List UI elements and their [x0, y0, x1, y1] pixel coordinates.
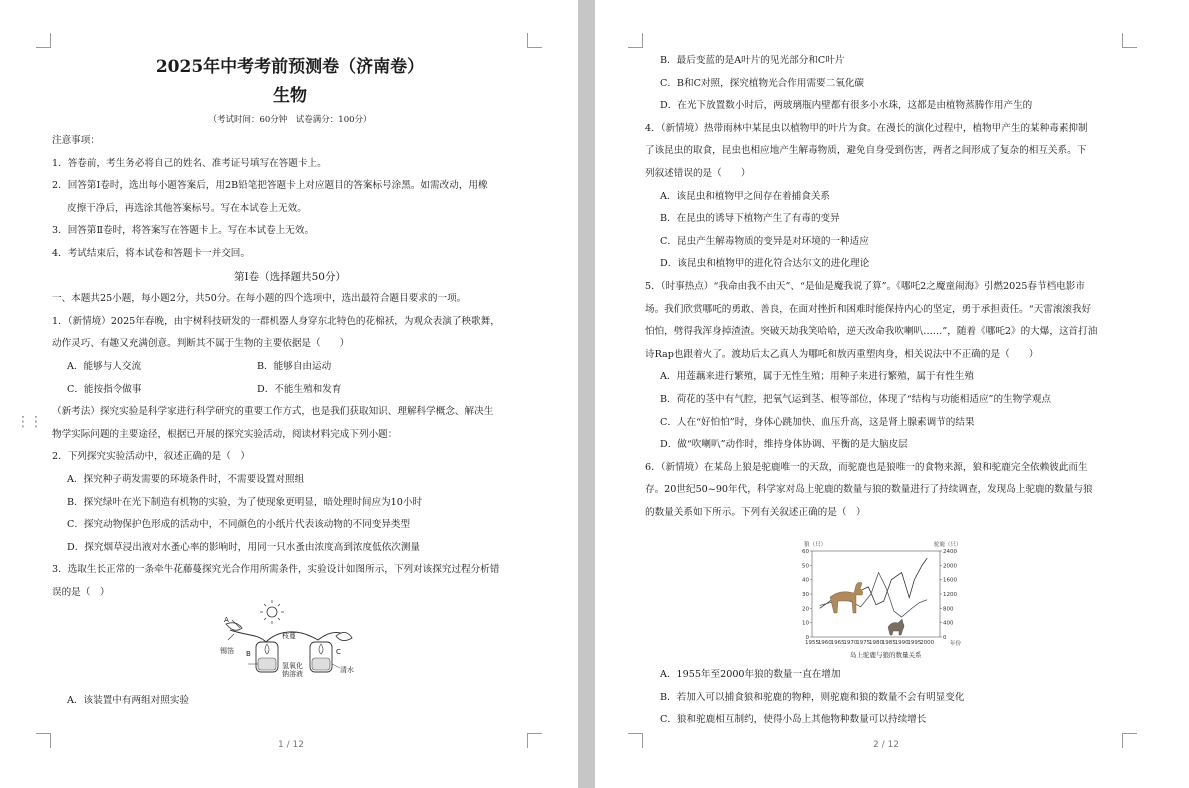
- population-chart: [790, 537, 970, 662]
- page-number: 1 / 12: [278, 740, 304, 750]
- option-b: B．探究绿叶在光下制造有机物的实验，为了使现象更明显，暗处理时间应为10小时: [67, 496, 423, 508]
- inquiry-intro: （新考法）探究实验是科学家进行科学研究的重要工作方式，也是我们获取知识、理解科学概念、解决生: [52, 406, 494, 418]
- crop-mark: [527, 33, 542, 48]
- page-1: [0, 0, 578, 788]
- page-2-content: [645, 50, 1125, 524]
- sun-icon: [260, 600, 284, 624]
- figure-label-b: B: [246, 650, 251, 658]
- question-4-stem: 了该昆虫的取食，昆虫也相应地产生解毒物质，避免自身受到伤害，两者之间形成了复杂的相互关系。下: [645, 145, 1087, 157]
- jar-c: [310, 642, 332, 672]
- note-item: 1．答卷前，考生务必将自己的姓名、准考证号填写在答题卡上。: [52, 157, 327, 169]
- option-c: C．昆虫产生解毒物质的变异是对环境的一种适应: [660, 235, 869, 247]
- option-c: C．探究动物保护色形成的活动中，不同颜色的小纸片代表该动物的不同变异类型: [67, 519, 411, 531]
- crop-mark: [628, 33, 643, 48]
- figure-label-water: 清水: [340, 666, 354, 674]
- y-right-tick-label: 800: [943, 606, 954, 613]
- question-1-options-row: [52, 356, 528, 379]
- y-right-tick-label: 2000: [943, 563, 957, 570]
- option-d: D．做“吹喇叭”动作时，维持身体协调、平衡的是大脑皮层: [660, 439, 908, 451]
- y-left-axis-label: 狼（只）: [804, 542, 827, 548]
- crop-mark: [1122, 733, 1137, 748]
- y-right-tick-label: 1600: [943, 577, 957, 584]
- inquiry-intro: 物学实际问题的主要途径，根据已开展的探究实验活动，阅读材料完成下列小题：: [52, 428, 398, 440]
- question-1-stem: 动作灵巧、有趣又充满创意。判断其不属于生物的主要依据是（ ）: [52, 338, 350, 350]
- question-4-stem: 4．（新情境）热带雨林中某昆虫以植物甲的叶片为食。在漫长的演化过程中，植物甲产生的某种毒素抑制: [645, 122, 1088, 134]
- option-a: A．探究种子萌发需要的环境条件时，不需要设置对照组: [67, 473, 305, 485]
- question-3-stem: 误的是（ ）: [52, 586, 110, 598]
- y-right-tick-label: 0: [943, 635, 947, 641]
- x-tick-label: 1985: [881, 640, 896, 646]
- leaf-c: [336, 632, 352, 640]
- note-item: 4．考试结束后，将本试卷和答题卡一并交回。: [52, 247, 250, 259]
- x-tick-label: 1970: [843, 640, 858, 646]
- option-a: A．该装置中有两组对照实验: [67, 695, 190, 706]
- question-5-stem: 5．（时事热点）“我命由我不由天”、“是仙是魔我说了算”。《哪吒2之魔童闹海》引燃2025春节档电影市: [645, 280, 1085, 292]
- x-tick-label: 1995: [907, 640, 922, 646]
- option-b: B．能够自由运动: [257, 360, 332, 372]
- option-c: C．能按指令做事: [67, 383, 142, 395]
- doc-subject: 生物: [273, 86, 307, 106]
- option-a: A．该昆虫和植物甲之间存在着捕食关系: [660, 190, 831, 202]
- note-item: 2．回答第Ⅰ卷时，选出每小题答案后，用2B铅笔把答题卡上对应题目的答案标号涂黑。如需改动，用橡: [52, 180, 488, 192]
- chart-title: 岛上驼鹿与狼的数量关系: [850, 651, 922, 659]
- y-right-tick-label: 400: [943, 620, 954, 627]
- section-title: 第Ⅰ卷（选择题共50分）: [233, 270, 346, 283]
- y-right-tick-label: 1200: [943, 592, 957, 598]
- figure-label-foil: 锡箔: [220, 647, 234, 655]
- question-5-stem: 怕怕，劈得我浑身掉渣渣。突破天劫我笑哈哈，逆天改命我吹喇叭……”，随着《哪吒2》的大爆，这首打油: [645, 326, 1098, 338]
- option-a: A．1955年至2000年狼的数量一直在增加: [660, 669, 841, 680]
- jar-b: [256, 642, 278, 672]
- question-6-stem: 6．（新情境）在某岛上狼是驼鹿唯一的天敌，而驼鹿也是狼唯一的食物来源，狼和驼鹿完全依赖彼此而生: [645, 461, 1088, 473]
- section-instructions: 一、本题共25小题，每小题2分，共50分。在每小题的四个选项中，选出最符合题目要求的一项。: [52, 293, 467, 305]
- option-a: A．用莲藕来进行繁殖，属于无性生殖；用种子来进行繁殖，属于有性生殖: [660, 371, 974, 383]
- option-c: C．B和C对照，探究植物光合作用需要二氧化碳: [660, 77, 865, 89]
- option-b: B．若加入可以捕食狼和驼鹿的物种，则驼鹿和狼的数量不会有明显变化: [660, 691, 965, 703]
- x-tick-label: 1990: [894, 640, 909, 646]
- figure-label-a: A: [224, 616, 229, 624]
- figure-label-naoh: 氢氧化钠溶液: [282, 662, 303, 678]
- y-left-tick-label: 50: [802, 563, 809, 570]
- option-d: D．不能生殖和发育: [257, 383, 342, 395]
- crop-mark: [1122, 33, 1137, 48]
- experiment-figure: [218, 600, 368, 680]
- option-b: B．在昆虫的诱导下植物产生了有毒的变异: [660, 213, 840, 225]
- page-2: [595, 0, 1189, 788]
- x-tick-label: 1975: [856, 640, 871, 646]
- page-gutter: [578, 0, 595, 788]
- y-left-tick-label: 30: [802, 592, 809, 598]
- question-6-stem: 的数量关系如下所示。下列有关叙述正确的是（ ）: [645, 506, 866, 518]
- y-left-tick-label: 10: [802, 620, 809, 627]
- crop-mark: [36, 33, 51, 48]
- page-1-content: [52, 52, 528, 604]
- option-b: B．最后变蓝的是A叶片的见光部分和C叶片: [660, 55, 845, 66]
- x-tick-label: 1965: [830, 640, 845, 646]
- question-3-stem: 3．选取生长正常的一条牵牛花藤蔓探究光合作用所需条件，实验设计如图所示，下列对该探究过程分析错: [52, 564, 500, 576]
- note-item: 3．回答第Ⅱ卷时，将答案写在答题卡上。写在本试卷上无效。: [52, 225, 315, 237]
- y-right-axis-label: 驼鹿（只）: [934, 542, 962, 548]
- drag-handle-icon[interactable]: ⋮⋮: [16, 414, 42, 430]
- y-left-tick-label: 0: [805, 635, 809, 641]
- x-tick-label: 2000: [920, 640, 935, 646]
- option-c: C．狼和驼鹿相互制约，使得小岛上其他物种数量可以持续增长: [660, 714, 927, 726]
- doc-title: 2025年中考考前预测卷（济南卷）: [155, 57, 425, 77]
- page-number: 2 / 12: [873, 740, 899, 750]
- question-5-stem: 诗Rap也跟着火了。渡劫后太乙真人为哪吒和敖丙重塑肉身，相关说法中不正确的是（ ）: [645, 348, 1039, 360]
- question-1-options-row: [52, 379, 528, 402]
- crop-mark: [628, 733, 643, 748]
- page-1-bottom: [52, 690, 528, 713]
- figure-label-vine: 枝蔓: [282, 632, 296, 640]
- exam-info: （考试时间：60分钟 试卷满分：100分）: [208, 115, 372, 125]
- population-chart-svg: [790, 537, 970, 662]
- y-left-tick-label: 20: [802, 606, 809, 613]
- figure-label-c: C: [336, 648, 341, 656]
- page-2-bottom: [645, 664, 1125, 732]
- option-d: D．该昆虫和植物甲的进化符合达尔文的进化理论: [660, 258, 870, 270]
- plot-frame: [812, 551, 940, 637]
- question-1-stem: 1．（新情境）2025年春晚，由宇树科技研发的一群机器人身穿东北特色的花棉袄，为观众表演了秧歌舞，: [52, 315, 500, 327]
- x-tick-label: 1960: [817, 640, 832, 646]
- option-b: B．荷花的茎中有气腔，把氧气运到茎、根等部位，体现了“结构与功能相适应”的生物学观点: [660, 393, 1052, 405]
- question-5-stem: 场。我们欣赏哪吒的勇敢、善良，在面对挫折和困难时能保持内心的坚定，勇于承担责任。“天雷滚滚我好: [645, 303, 1092, 315]
- question-2-stem: 2．下列探究实验活动中，叙述正确的是（ ）: [52, 451, 250, 463]
- option-d: D．在光下放置数小时后，两玻璃瓶内壁都有很多小水珠，这都是由植物蒸腾作用产生的: [660, 100, 1033, 112]
- notes-heading: 注意事项：: [52, 135, 100, 146]
- x-tick-label: 1980: [869, 640, 883, 646]
- y-left-tick-label: 40: [802, 577, 809, 584]
- option-c: C．人在“好怕怕”时，身体心跳加快、血压升高，这是肾上腺素调节的结果: [660, 416, 975, 428]
- option-d: D．探究烟草浸出液对水蚤心率的影响时，用同一只水蚤由浓度高到浓度低依次测量: [67, 541, 421, 553]
- option-a: A．能够与人交流: [67, 360, 142, 372]
- x-axis-label: 年份: [950, 641, 962, 647]
- x-tick-label: 1955: [805, 640, 819, 646]
- y-right-tick-label: 2400: [943, 549, 957, 555]
- crop-mark: [36, 733, 51, 748]
- y-left-tick-label: 60: [802, 549, 809, 555]
- crop-mark: [527, 733, 542, 748]
- note-item: 皮擦干净后，再选涂其他答案标号。写在本试卷上无效。: [67, 202, 307, 214]
- question-4-stem: 列叙述错误的是（ ）: [645, 167, 751, 179]
- question-6-stem: 存。20世纪50~90年代，科学家对岛上驼鹿的数量与狼的数量进行了持续调查，发现岛上驼鹿的数量与狼: [645, 484, 1093, 496]
